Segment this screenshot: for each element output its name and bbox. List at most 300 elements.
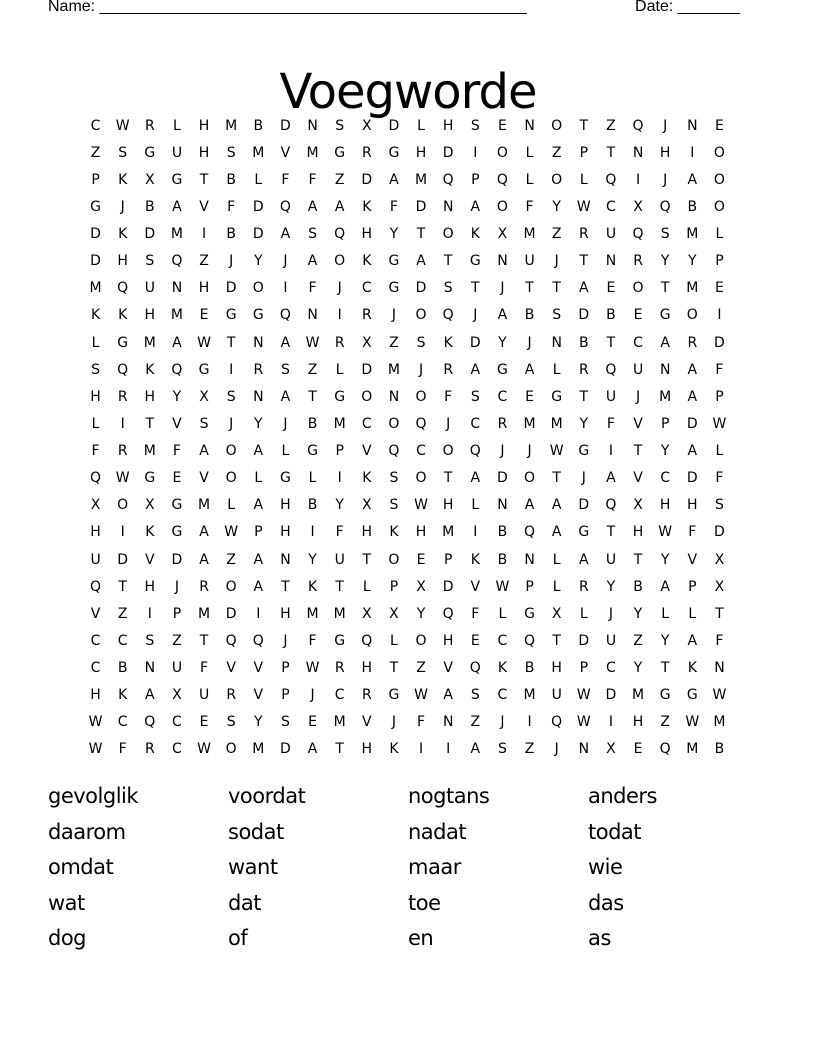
grid-letter[interactable]: F bbox=[308, 171, 317, 188]
grid-letter[interactable]: C bbox=[361, 280, 372, 297]
grid-letter[interactable]: Z bbox=[606, 117, 616, 134]
grid-letter[interactable]: R bbox=[144, 117, 155, 134]
grid-letter[interactable]: Z bbox=[199, 253, 209, 270]
grid-letter[interactable]: O bbox=[496, 198, 508, 215]
grid-letter[interactable]: J bbox=[663, 171, 668, 188]
grid-letter[interactable]: D bbox=[578, 632, 590, 649]
grid-letter[interactable]: D bbox=[578, 497, 590, 514]
grid-letter[interactable]: A bbox=[551, 497, 562, 514]
grid-letter[interactable]: A bbox=[470, 198, 481, 215]
grid-letter[interactable]: X bbox=[199, 388, 209, 405]
grid-letter[interactable]: O bbox=[713, 144, 725, 161]
grid-letter[interactable]: G bbox=[171, 524, 183, 541]
grid-letter[interactable]: O bbox=[551, 117, 563, 134]
grid-letter[interactable]: G bbox=[171, 497, 183, 514]
grid-letter[interactable]: I bbox=[473, 144, 478, 161]
grid-letter[interactable]: A bbox=[579, 280, 589, 297]
grid-letter[interactable]: Q bbox=[90, 578, 102, 595]
grid-letter[interactable]: P bbox=[715, 388, 724, 405]
grid-letter[interactable]: P bbox=[281, 660, 290, 677]
grid-letter[interactable]: M bbox=[442, 524, 455, 541]
grid-letter[interactable]: H bbox=[442, 632, 454, 649]
grid-letter[interactable]: F bbox=[172, 443, 181, 460]
grid-letter[interactable]: U bbox=[144, 280, 155, 297]
grid-letter[interactable]: D bbox=[225, 605, 237, 622]
grid-letter[interactable]: J bbox=[663, 117, 668, 134]
grid-letter[interactable]: A bbox=[280, 226, 291, 243]
grid-letter[interactable]: F bbox=[715, 632, 724, 649]
grid-letter[interactable]: R bbox=[117, 443, 128, 460]
grid-letter[interactable]: E bbox=[606, 280, 616, 297]
grid-letter[interactable]: I bbox=[690, 144, 695, 161]
grid-letter[interactable]: G bbox=[524, 605, 535, 622]
grid-letter[interactable]: R bbox=[361, 144, 372, 161]
grid-letter[interactable]: W bbox=[197, 334, 211, 351]
grid-letter[interactable]: J bbox=[581, 470, 586, 487]
grid-letter[interactable]: F bbox=[308, 632, 317, 649]
grid-letter[interactable]: D bbox=[90, 253, 101, 270]
grid-letter[interactable]: G bbox=[334, 144, 346, 161]
grid-letter[interactable]: Q bbox=[524, 632, 536, 649]
grid-letter[interactable]: H bbox=[415, 144, 427, 161]
grid-letter[interactable]: E bbox=[470, 632, 480, 649]
grid-letter[interactable]: G bbox=[225, 307, 237, 324]
grid-letter[interactable]: X bbox=[714, 551, 725, 568]
grid-letter[interactable]: L bbox=[254, 470, 263, 487]
grid-letter[interactable]: I bbox=[717, 307, 722, 324]
grid-letter[interactable]: T bbox=[308, 388, 317, 405]
grid-letter[interactable]: Z bbox=[524, 741, 535, 758]
grid-letter[interactable]: Q bbox=[279, 198, 291, 215]
grid-letter[interactable]: W bbox=[88, 714, 103, 731]
grid-letter[interactable]: N bbox=[442, 198, 454, 215]
grid-letter[interactable]: Y bbox=[254, 415, 263, 432]
grid-letter[interactable]: N bbox=[497, 253, 508, 270]
grid-letter[interactable]: F bbox=[525, 198, 534, 215]
grid-letter[interactable]: J bbox=[120, 198, 125, 215]
grid-letter[interactable]: M bbox=[686, 741, 699, 758]
grid-letter[interactable]: N bbox=[659, 361, 671, 378]
grid-letter[interactable]: T bbox=[715, 605, 724, 622]
grid-letter[interactable]: J bbox=[527, 443, 532, 460]
grid-letter[interactable]: I bbox=[418, 741, 424, 758]
grid-letter[interactable]: Y bbox=[606, 578, 616, 595]
grid-letter[interactable]: W bbox=[305, 660, 320, 677]
grid-letter[interactable]: S bbox=[199, 415, 209, 432]
grid-letter[interactable]: K bbox=[145, 361, 155, 378]
grid-letter[interactable]: D bbox=[171, 551, 183, 568]
grid-letter[interactable]: Q bbox=[524, 524, 536, 541]
grid-letter[interactable]: L bbox=[715, 443, 724, 460]
grid-letter[interactable]: H bbox=[280, 524, 291, 541]
grid-letter[interactable]: L bbox=[661, 605, 670, 622]
grid-letter[interactable]: C bbox=[172, 741, 182, 758]
grid-letter[interactable]: S bbox=[714, 497, 724, 514]
grid-letter[interactable]: R bbox=[144, 741, 155, 758]
grid-letter[interactable]: Q bbox=[117, 361, 129, 378]
grid-letter[interactable]: W bbox=[576, 714, 591, 731]
grid-letter[interactable]: B bbox=[497, 551, 508, 568]
grid-letter[interactable]: T bbox=[633, 443, 643, 460]
grid-letter[interactable]: Q bbox=[605, 497, 617, 514]
grid-letter[interactable]: P bbox=[172, 605, 182, 622]
grid-letter[interactable]: A bbox=[416, 253, 426, 270]
grid-letter[interactable]: E bbox=[525, 388, 534, 405]
grid-letter[interactable]: G bbox=[551, 388, 563, 405]
grid-letter[interactable]: E bbox=[172, 470, 182, 487]
grid-letter[interactable]: K bbox=[470, 226, 480, 243]
grid-letter[interactable]: S bbox=[226, 144, 236, 161]
grid-letter[interactable]: G bbox=[497, 361, 508, 378]
grid-letter[interactable]: K bbox=[362, 198, 372, 215]
grid-letter[interactable]: I bbox=[256, 605, 261, 622]
grid-letter[interactable]: H bbox=[198, 144, 210, 161]
grid-letter[interactable]: H bbox=[551, 660, 562, 677]
grid-letter[interactable]: O bbox=[388, 415, 400, 432]
grid-letter[interactable]: A bbox=[199, 551, 209, 568]
grid-letter[interactable]: I bbox=[608, 443, 613, 460]
grid-letter[interactable]: F bbox=[118, 741, 127, 758]
grid-letter[interactable]: J bbox=[635, 388, 641, 405]
grid-letter[interactable]: Y bbox=[633, 605, 643, 622]
grid-letter[interactable]: W bbox=[576, 198, 591, 215]
grid-letter[interactable]: D bbox=[144, 226, 156, 243]
grid-letter[interactable]: P bbox=[335, 443, 344, 460]
grid-letter[interactable]: M bbox=[387, 361, 400, 378]
grid-letter[interactable]: L bbox=[715, 226, 724, 243]
grid-letter[interactable]: A bbox=[280, 334, 291, 351]
grid-letter[interactable]: A bbox=[687, 388, 698, 405]
grid-letter[interactable]: A bbox=[253, 443, 264, 460]
grid-letter[interactable]: S bbox=[416, 334, 426, 351]
grid-letter[interactable]: T bbox=[471, 280, 480, 297]
grid-letter[interactable]: O bbox=[388, 551, 400, 568]
grid-letter[interactable]: R bbox=[199, 578, 209, 595]
grid-letter[interactable]: Q bbox=[659, 198, 671, 215]
grid-letter[interactable]: F bbox=[200, 660, 209, 677]
grid-letter[interactable]: K bbox=[497, 660, 508, 677]
grid-letter[interactable]: S bbox=[308, 226, 317, 243]
grid-letter[interactable]: J bbox=[283, 632, 288, 649]
grid-letter[interactable]: K bbox=[389, 741, 399, 758]
grid-letter[interactable]: R bbox=[334, 334, 345, 351]
grid-letter[interactable]: G bbox=[659, 687, 671, 704]
grid-letter[interactable]: Q bbox=[469, 660, 481, 677]
grid-letter[interactable]: C bbox=[334, 687, 345, 704]
grid-letter[interactable]: G bbox=[90, 198, 101, 215]
grid-letter[interactable]: D bbox=[415, 198, 427, 215]
grid-letter[interactable]: Q bbox=[171, 361, 183, 378]
grid-letter[interactable]: H bbox=[632, 524, 644, 541]
grid-letter[interactable]: I bbox=[473, 524, 478, 541]
grid-letter[interactable]: Q bbox=[171, 253, 183, 270]
grid-letter[interactable]: L bbox=[281, 443, 290, 460]
grid-letter[interactable]: Z bbox=[633, 632, 643, 649]
grid-letter[interactable]: M bbox=[686, 226, 699, 243]
grid-letter[interactable]: T bbox=[335, 578, 344, 595]
grid-letter[interactable]: W bbox=[305, 334, 320, 351]
grid-letter[interactable]: R bbox=[334, 660, 345, 677]
grid-letter[interactable]: Q bbox=[252, 632, 264, 649]
grid-letter[interactable]: T bbox=[606, 524, 616, 541]
grid-letter[interactable]: D bbox=[280, 117, 291, 134]
grid-letter[interactable]: L bbox=[525, 171, 534, 188]
grid-letter[interactable]: O bbox=[496, 144, 508, 161]
grid-letter[interactable]: K bbox=[307, 578, 318, 595]
grid-letter[interactable]: X bbox=[633, 497, 643, 514]
grid-letter[interactable]: I bbox=[120, 415, 125, 432]
grid-letter[interactable]: U bbox=[171, 660, 183, 677]
grid-letter[interactable]: L bbox=[91, 334, 100, 351]
grid-letter[interactable]: C bbox=[90, 632, 101, 649]
grid-letter[interactable]: S bbox=[280, 714, 290, 731]
grid-letter[interactable]: L bbox=[390, 632, 398, 649]
grid-letter[interactable]: S bbox=[497, 741, 507, 758]
grid-letter[interactable]: A bbox=[470, 470, 481, 487]
grid-letter[interactable]: A bbox=[253, 578, 264, 595]
grid-letter[interactable]: A bbox=[389, 171, 399, 188]
grid-letter[interactable]: R bbox=[361, 307, 372, 324]
grid-letter[interactable]: F bbox=[715, 470, 724, 487]
grid-letter[interactable]: F bbox=[715, 361, 724, 378]
grid-letter[interactable]: O bbox=[225, 470, 237, 487]
grid-letter[interactable]: H bbox=[198, 280, 210, 297]
grid-letter[interactable]: L bbox=[471, 497, 480, 514]
grid-letter[interactable]: B bbox=[579, 334, 589, 351]
grid-letter[interactable]: V bbox=[362, 443, 372, 460]
grid-letter[interactable]: I bbox=[283, 280, 288, 297]
grid-letter[interactable]: H bbox=[415, 524, 427, 541]
grid-letter[interactable]: S bbox=[145, 632, 155, 649]
grid-letter[interactable]: A bbox=[660, 334, 670, 351]
grid-letter[interactable]: N bbox=[253, 388, 264, 405]
grid-letter[interactable]: J bbox=[310, 687, 315, 704]
grid-letter[interactable]: K bbox=[389, 524, 399, 541]
grid-letter[interactable]: Z bbox=[416, 660, 426, 677]
grid-letter[interactable]: N bbox=[524, 117, 535, 134]
grid-letter[interactable]: H bbox=[90, 524, 101, 541]
grid-letter[interactable]: Q bbox=[442, 605, 454, 622]
grid-letter[interactable]: H bbox=[198, 117, 210, 134]
grid-letter[interactable]: O bbox=[361, 388, 373, 405]
grid-letter[interactable]: D bbox=[361, 361, 373, 378]
grid-letter[interactable]: Y bbox=[688, 253, 697, 270]
grid-letter[interactable]: K bbox=[362, 470, 372, 487]
grid-letter[interactable]: Y bbox=[660, 443, 670, 460]
grid-letter[interactable]: Q bbox=[117, 280, 129, 297]
grid-letter[interactable]: C bbox=[117, 714, 128, 731]
grid-letter[interactable]: H bbox=[280, 605, 291, 622]
grid-letter[interactable]: O bbox=[415, 307, 427, 324]
grid-letter[interactable]: N bbox=[307, 307, 318, 324]
grid-letter[interactable]: L bbox=[91, 415, 100, 432]
grid-letter[interactable]: U bbox=[334, 551, 345, 568]
grid-letter[interactable]: H bbox=[144, 388, 156, 405]
grid-letter[interactable]: L bbox=[688, 605, 697, 622]
grid-letter[interactable]: K bbox=[90, 307, 101, 324]
grid-letter[interactable]: S bbox=[389, 497, 399, 514]
grid-letter[interactable]: J bbox=[283, 415, 288, 432]
grid-letter[interactable]: Z bbox=[551, 226, 562, 243]
grid-letter[interactable]: A bbox=[307, 741, 318, 758]
grid-letter[interactable]: H bbox=[90, 687, 101, 704]
grid-letter[interactable]: P bbox=[91, 171, 100, 188]
grid-letter[interactable]: G bbox=[686, 687, 698, 704]
grid-letter[interactable]: H bbox=[632, 714, 644, 731]
grid-letter[interactable]: Z bbox=[389, 334, 399, 351]
grid-letter[interactable]: R bbox=[361, 687, 372, 704]
grid-letter[interactable]: I bbox=[608, 714, 613, 731]
grid-letter[interactable]: N bbox=[578, 741, 590, 758]
grid-letter[interactable]: C bbox=[606, 198, 616, 215]
grid-letter[interactable]: N bbox=[551, 334, 562, 351]
grid-letter[interactable]: A bbox=[280, 388, 291, 405]
grid-letter[interactable]: R bbox=[443, 361, 454, 378]
grid-letter[interactable]: D bbox=[442, 144, 454, 161]
grid-letter[interactable]: O bbox=[551, 171, 563, 188]
grid-letter[interactable]: E bbox=[715, 280, 724, 297]
grid-letter[interactable]: S bbox=[470, 117, 480, 134]
grid-letter[interactable]: F bbox=[281, 171, 290, 188]
grid-letter[interactable]: Y bbox=[660, 551, 670, 568]
grid-letter[interactable]: Y bbox=[254, 253, 263, 270]
grid-letter[interactable]: N bbox=[605, 253, 617, 270]
grid-letter[interactable]: A bbox=[470, 361, 481, 378]
grid-letter[interactable]: H bbox=[361, 660, 373, 677]
grid-letter[interactable]: V bbox=[443, 660, 453, 677]
grid-letter[interactable]: P bbox=[579, 660, 589, 677]
grid-letter[interactable]: B bbox=[497, 524, 508, 541]
grid-letter[interactable]: Y bbox=[660, 632, 670, 649]
grid-letter[interactable]: W bbox=[224, 524, 239, 541]
grid-letter[interactable]: N bbox=[524, 551, 535, 568]
grid-letter[interactable]: C bbox=[416, 443, 426, 460]
grid-letter[interactable]: Z bbox=[226, 551, 236, 568]
grid-letter[interactable]: J bbox=[418, 361, 424, 378]
grid-letter[interactable]: N bbox=[280, 551, 291, 568]
grid-letter[interactable]: O bbox=[442, 226, 454, 243]
grid-letter[interactable]: R bbox=[578, 578, 589, 595]
grid-letter[interactable]: J bbox=[174, 578, 179, 595]
grid-letter[interactable]: R bbox=[117, 388, 128, 405]
grid-letter[interactable]: H bbox=[144, 578, 156, 595]
grid-letter[interactable]: U bbox=[90, 551, 101, 568]
grid-letter[interactable]: H bbox=[659, 497, 671, 514]
grid-letter[interactable]: N bbox=[442, 714, 454, 731]
grid-letter[interactable]: G bbox=[388, 280, 400, 297]
grid-letter[interactable]: F bbox=[389, 198, 398, 215]
grid-letter[interactable]: V bbox=[199, 198, 209, 215]
grid-letter[interactable]: P bbox=[688, 578, 697, 595]
grid-letter[interactable]: G bbox=[388, 144, 400, 161]
grid-letter[interactable]: M bbox=[143, 334, 156, 351]
grid-letter[interactable]: E bbox=[308, 714, 317, 731]
grid-letter[interactable]: B bbox=[307, 415, 318, 432]
grid-letter[interactable]: W bbox=[197, 741, 211, 758]
grid-letter[interactable]: I bbox=[635, 171, 641, 188]
grid-letter[interactable]: J bbox=[554, 741, 559, 758]
grid-letter[interactable]: R bbox=[633, 253, 643, 270]
grid-letter[interactable]: Y bbox=[579, 415, 589, 432]
grid-letter[interactable]: A bbox=[199, 443, 209, 460]
grid-letter[interactable]: X bbox=[551, 605, 562, 622]
grid-letter[interactable]: H bbox=[361, 226, 373, 243]
grid-letter[interactable]: W bbox=[712, 415, 727, 432]
grid-letter[interactable]: A bbox=[551, 524, 562, 541]
grid-letter[interactable]: V bbox=[687, 551, 698, 568]
grid-letter[interactable]: P bbox=[471, 171, 480, 188]
grid-letter[interactable]: V bbox=[199, 470, 209, 487]
grid-letter[interactable]: C bbox=[497, 687, 508, 704]
grid-letter[interactable]: W bbox=[495, 578, 510, 595]
grid-letter[interactable]: X bbox=[362, 605, 372, 622]
grid-letter[interactable]: S bbox=[145, 253, 155, 270]
grid-letter[interactable]: N bbox=[497, 497, 508, 514]
grid-letter[interactable]: R bbox=[226, 687, 237, 704]
grid-letter[interactable]: B bbox=[524, 660, 535, 677]
grid-letter[interactable]: D bbox=[442, 578, 454, 595]
grid-letter[interactable]: C bbox=[497, 632, 508, 649]
grid-letter[interactable]: T bbox=[362, 551, 372, 568]
grid-letter[interactable]: A bbox=[687, 361, 698, 378]
grid-letter[interactable]: Q bbox=[225, 632, 237, 649]
grid-letter[interactable]: W bbox=[658, 524, 673, 541]
grid-letter[interactable]: P bbox=[715, 253, 724, 270]
grid-letter[interactable]: L bbox=[579, 605, 588, 622]
grid-letter[interactable]: U bbox=[632, 361, 644, 378]
grid-letter[interactable]: E bbox=[633, 307, 643, 324]
grid-letter[interactable]: A bbox=[307, 198, 318, 215]
grid-letter[interactable]: R bbox=[497, 415, 508, 432]
grid-letter[interactable]: L bbox=[227, 497, 236, 514]
grid-letter[interactable]: K bbox=[687, 660, 697, 677]
grid-letter[interactable]: L bbox=[552, 551, 561, 568]
grid-letter[interactable]: M bbox=[306, 144, 319, 161]
grid-letter[interactable]: N bbox=[714, 660, 725, 677]
grid-letter[interactable]: N bbox=[171, 280, 183, 297]
grid-letter[interactable]: J bbox=[554, 253, 559, 270]
grid-letter[interactable]: E bbox=[715, 117, 724, 134]
grid-letter[interactable]: C bbox=[660, 470, 671, 487]
grid-letter[interactable]: L bbox=[579, 171, 588, 188]
grid-letter[interactable]: P bbox=[660, 415, 670, 432]
grid-letter[interactable]: H bbox=[117, 253, 128, 270]
grid-letter[interactable]: E bbox=[498, 117, 507, 134]
grid-letter[interactable]: Z bbox=[90, 144, 101, 161]
grid-letter[interactable]: D bbox=[497, 470, 508, 487]
grid-letter[interactable]: K bbox=[145, 524, 155, 541]
grid-letter[interactable]: L bbox=[525, 144, 534, 161]
grid-letter[interactable]: A bbox=[253, 497, 264, 514]
grid-letter[interactable]: H bbox=[442, 117, 454, 134]
grid-letter[interactable]: F bbox=[308, 280, 317, 297]
grid-letter[interactable]: T bbox=[335, 741, 344, 758]
grid-letter[interactable]: A bbox=[443, 687, 453, 704]
grid-letter[interactable]: W bbox=[414, 687, 428, 704]
grid-letter[interactable]: K bbox=[362, 253, 372, 270]
grid-letter[interactable]: D bbox=[280, 741, 291, 758]
grid-letter[interactable]: G bbox=[171, 171, 183, 188]
grid-letter[interactable]: O bbox=[442, 443, 454, 460]
grid-letter[interactable]: W bbox=[414, 497, 428, 514]
grid-letter[interactable]: X bbox=[633, 198, 643, 215]
grid-letter[interactable]: I bbox=[310, 524, 315, 541]
grid-letter[interactable]: L bbox=[498, 605, 507, 622]
grid-letter[interactable]: S bbox=[389, 470, 399, 487]
grid-letter[interactable]: H bbox=[361, 524, 373, 541]
grid-letter[interactable]: T bbox=[606, 144, 616, 161]
grid-letter[interactable]: I bbox=[527, 714, 532, 731]
